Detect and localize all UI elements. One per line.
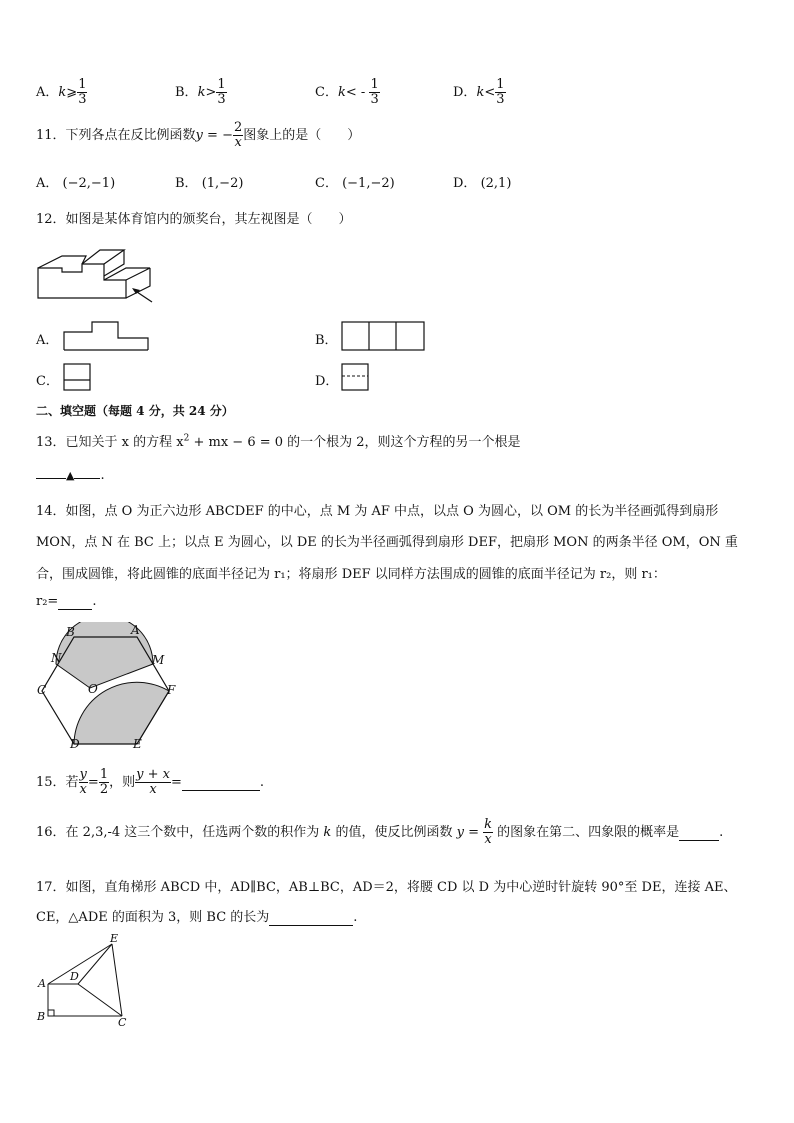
q10-option-c: C．k< - $\frac{1}{3}$ [315,77,379,107]
q15-stem: 15．若 $\frac{y}{x}$ = $\frac{1}{2}$ ，则 $\frac{y + x}{x}$ = . [36,767,264,797]
fraction: $\frac{2}{x}$ [233,120,243,150]
q11-stem: 11．下列各点在反比例函数y = − $\frac{2}{x}$ 图象上的是（ ） [36,120,361,150]
fraction: $\frac{y + x}{x}$ [136,767,170,797]
q16-stem: 16．在 2,3,-4 这三个数中，任选两个数的积作为 k 的值，使反比例函数 y = $\frac{k}{x}$ 的图象在第二、四象限的概率是 . [36,817,724,847]
q17-line2: CE，△ADE 的面积为 3，则 BC 的长为 . [36,910,358,925]
label-O: O [88,682,98,696]
q11-option-d: D． (2,1) [453,176,512,191]
q16-answer-blank [679,825,719,841]
fraction: $\frac{1}{3}$ [370,77,379,107]
label-B: B [37,1010,46,1023]
q12-stem: 12．如图是某体育馆内的颁奖台，其左视图是（ ） [36,212,352,227]
q12-option-d-figure [340,362,372,394]
q11-option-a: A． (−2,−1) [36,176,116,191]
q12-option-a-figure [62,318,152,352]
label-A: A [131,623,140,637]
label-B: B [66,625,75,639]
q14-answer-blank [58,594,92,610]
q17-answer-blank [269,910,353,926]
fraction: $\frac{1}{3}$ [78,77,87,107]
q14-line2: MON，点 N 在 BC 上；以点 E 为圆心，以 DE 的长为半径画弧得到扇形 DEF，把扇形 MON 的两条半径 OM，ON 重 [36,535,738,550]
q10-option-d: D．k< $\frac{1}{3}$ [453,77,505,107]
q14-line3: 合，围成圆锥，将此圆锥的底面半径记为 r₁；将扇形 DEF 以同样方法围成的圆锥的底面半径记为 r₂，则 r₁： [36,567,666,582]
trapezoid-figure [34,932,134,1028]
q10-option-b: B．k> $\frac{1}{3}$ [175,77,226,107]
label-E: E [133,737,142,751]
fraction: $\frac{1}{3}$ [496,77,505,107]
fraction: $\frac{y}{x}$ [79,767,87,797]
label-E: E [110,932,119,945]
q12-option-d-label: D． [315,374,339,389]
label-M: M [152,653,165,667]
q12-option-c-figure [62,362,94,394]
q14-line1: 14．如图，点 O 为正六边形 ABCDEF 的中心，点 M 为 AF 中点，以点 O 为圆心，以 OM 的长为半径画弧得到扇形 [36,504,719,519]
q12-option-b-figure [340,320,428,354]
label-D: D [70,737,80,751]
label-C: C [118,1016,127,1028]
fraction: $\frac{k}{x}$ [484,817,492,847]
label-D: D [70,970,79,983]
label-N: N [51,651,62,665]
q17-line1: 17．如图，直角梯形 ABCD 中，AD∥BC，AB⊥BC，AD＝2，将腰 CD 以 D 为中心逆时针旋转 90°至 DE，连接 AE、 [36,880,737,895]
q13-stem: 13．已知关于 x 的方程 $x^2$ + mx − 6 = 0 的一个根为 2，则这个方程的另一个根是 [36,433,521,450]
q15-answer-blank [182,775,260,791]
podium-figure [34,236,158,308]
q10-option-a: A．k⩾ $\frac{1}{3}$ [36,77,87,107]
q12-option-a-label: A． [36,333,59,348]
label-A: A [38,977,46,990]
fraction: $\frac{1}{3}$ [217,77,226,107]
q11-option-c: C． (−1,−2) [315,176,395,191]
hexagon-figure [34,622,184,752]
label-C: C [37,683,47,697]
label-F: F [167,683,176,697]
q12-option-b-label: B． [315,333,338,348]
q11-option-b: B． (1,−2) [175,176,244,191]
section-title: 二、填空题（每题 4 分，共 24 分） [36,404,234,418]
fraction: $\frac{1}{2}$ [99,767,109,797]
q13-answer-blank: ▲ . [36,468,105,483]
q14-line4: r₂= . [36,594,97,609]
q12-option-c-label: C． [36,374,59,389]
